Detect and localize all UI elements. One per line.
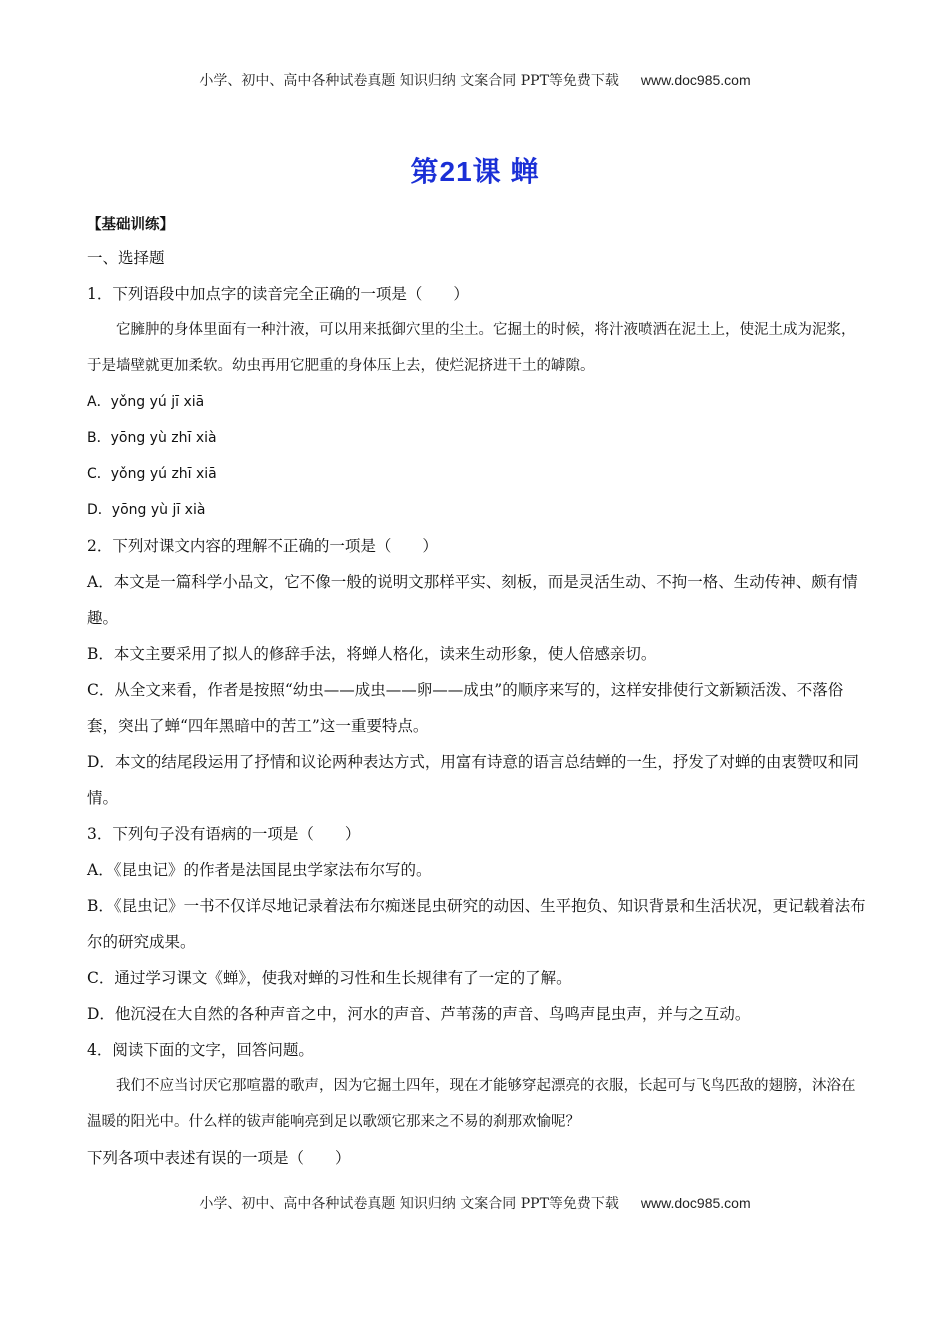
question-3-stem: 3．下列句子没有语病的一项是（ ） (87, 825, 361, 843)
question-4-prompt: 下列各项中表述有误的一项是（ ） (87, 1149, 351, 1167)
question-1-stem: 1．下列语段中加点字的读音完全正确的一项是（ ） (87, 285, 469, 303)
question-1-passage: 它臃肿的身体里面有一种汁液，可以用来抵御穴里的尘土。它掘土的时候，将汁液喷洒在泥土上，使泥土成为泥浆，于是墙壁就更加柔软。幼虫再用它肥重的身体压上去，使烂泥挤进干土的罅隙。 (87, 322, 856, 374)
question-3-option-b[interactable]: B．《昆虫记》一书不仅详尽地记录着法布尔痴迷昆虫研究的动因、生平抱负、知识背景和生活状况，更记载着法布尔的研究成果。 (87, 897, 866, 951)
question-3-option-a[interactable]: A．《昆虫记》的作者是法国昆虫学家法布尔写的。 (87, 861, 432, 879)
question-4-stem: 4．阅读下面的文字，回答问题。 (87, 1041, 314, 1059)
question-4-passage: 我们不应当讨厌它那喧嚣的歌声，因为它掘土四年，现在才能够穿起漂亮的衣服，长起可与飞鸟匹敌的翅膀，沐浴在温暖的阳光中。什么样的钹声能响亮到足以歌颂它那来之不易的刹那欢愉呢？ (87, 1078, 856, 1130)
question-2-option-c[interactable]: C．从全文来看，作者是按照“幼虫——成虫——卵——成虫”的顺序来写的，这样安排使行文新颖活泼、不落俗套，突出了蝉“四年黑暗中的苦工”这一重要特点。 (87, 681, 844, 735)
question-2-option-b[interactable]: B．本文主要采用了拟人的修辞手法，将蝉人格化，读来生动形象，使人倍感亲切。 (87, 645, 657, 663)
document-body (87, 210, 867, 1176)
question-1-option-a[interactable]: A．yǒng yú jī xiā (87, 394, 205, 410)
header-text: 小学、初中、高中各种试卷真题 知识归纳 文案合同 PPT等免费下载 (199, 73, 619, 89)
question-1-option-c[interactable]: C．yǒng yú zhī xiā (87, 466, 217, 482)
question-3-option-d[interactable]: D．他沉浸在大自然的各种声音之中，河水的声音、芦苇荡的声音、鸟鸣声昆虫声，并与之互动。 (87, 1005, 751, 1023)
part-heading: 一、选择题 (87, 249, 165, 267)
page-title: 第21课 蝉 (410, 156, 540, 187)
question-2-option-d[interactable]: D．本文的结尾段运用了抒情和议论两种表达方式，用富有诗意的语言总结蝉的一生，抒发了对蝉的由衷赞叹和同情。 (87, 753, 859, 807)
question-2-stem: 2．下列对课文内容的理解不正确的一项是（ ） (87, 537, 438, 555)
question-1-option-d[interactable]: D．yōng yù jī xià (87, 502, 206, 518)
question-1-option-b[interactable]: B．yōng yù zhī xià (87, 430, 217, 446)
question-2-option-a[interactable]: A．本文是一篇科学小品文，它不像一般的说明文那样平实、刻板，而是灵活生动、不拘一格、生动传神、颇有情趣。 (87, 573, 858, 627)
footer-text: 小学、初中、高中各种试卷真题 知识归纳 文案合同 PPT等免费下载 (199, 1196, 619, 1212)
question-3-option-c[interactable]: C．通过学习课文《蝉》，使我对蝉的习性和生长规律有了一定的了解。 (87, 969, 572, 987)
header-site-link[interactable]: www.doc985.com (640, 72, 751, 88)
page-footer (0, 1193, 950, 1213)
footer-site-link[interactable]: www.doc985.com (640, 1195, 751, 1211)
section-heading: 【基础训练】 (87, 216, 174, 233)
page-header (0, 70, 950, 90)
